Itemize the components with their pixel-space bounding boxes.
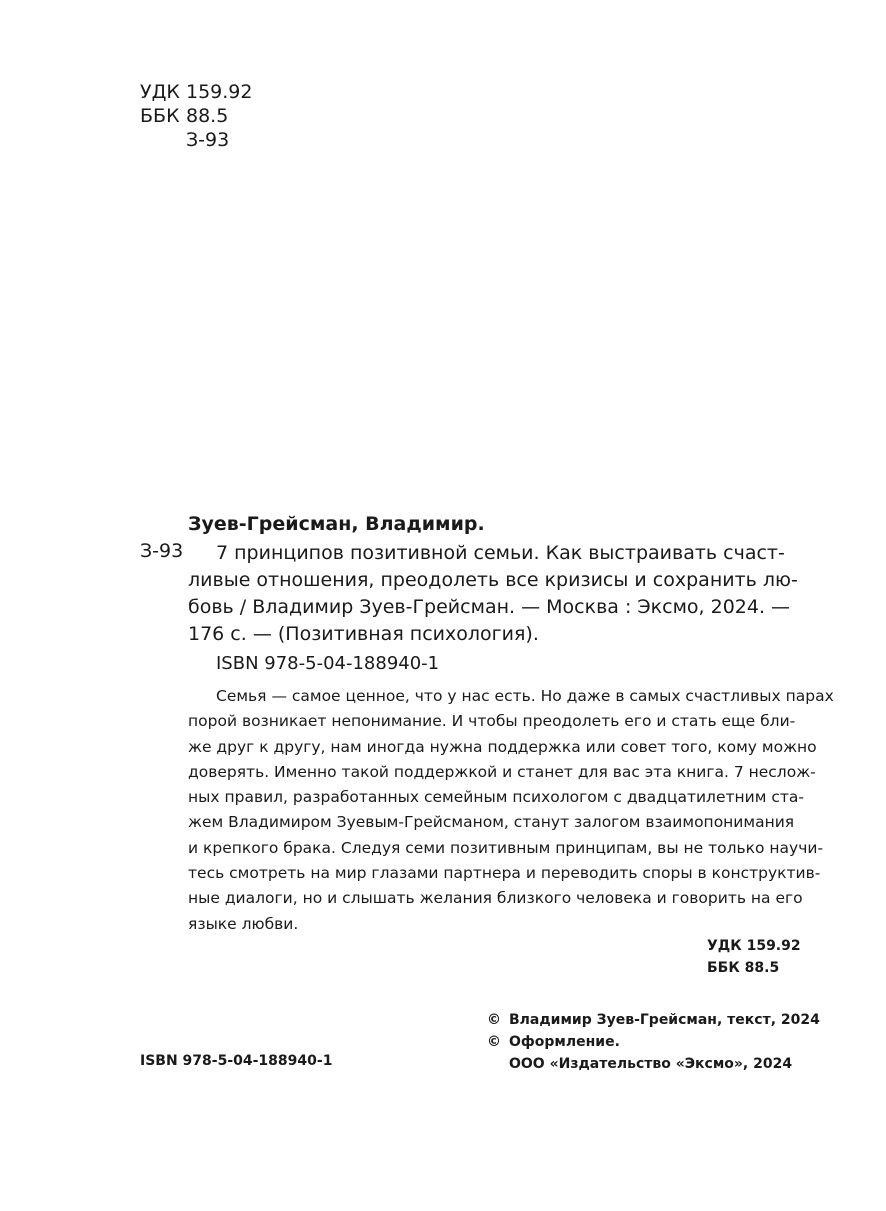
copyright-design-label: Оформление. [509,1034,620,1050]
bib-line: ливые отношения, преодолеть все кризисы и сохранить лю- [188,569,798,591]
bib-line: бовь / Владимир Зуев-Грейсман. — Москва : Эксмо, 2024. — [188,596,791,618]
copyright-row-design [487,1031,820,1053]
bib-line: 176 с. — (Позитивная психология). [188,623,539,645]
copyright-row-text [487,1009,820,1031]
annotation-line: ные диалоги, но и слышать желания близкого человека и говорить на его [188,889,803,908]
author-mark-top: З-93 [186,129,230,151]
bbk-value: 88.5 [186,105,229,127]
udk-value: 159.92 [186,81,253,103]
annotation-line: и крепкого брака. Следуя семи позитивным принципам, вы не только научи- [188,838,824,857]
udk-row [140,80,252,104]
copyright-block [487,1009,820,1075]
copyright-text-author: Владимир Зуев-Грейсман, текст, 2024 [509,1012,820,1028]
annotation-line: же друг к другу, нам иногда нужна поддержка или совет того, кому можно [188,737,817,756]
top-classification-codes [140,80,252,152]
annotation-line: языке любви. [188,914,299,933]
annotation [188,684,834,937]
bottom-classification-codes [707,935,801,979]
record-isbn: ISBN 978-5-04-188940-1 [216,653,440,674]
bbk-row [140,104,252,128]
annotation-line: Семья — самое ценное, что у нас есть. Но даже в самых счастливых парах [216,687,834,705]
record-author-mark: З-93 [140,540,184,562]
record-author: Зуев-Грейсман, Владимир. [188,513,485,535]
bibliographic-description [188,540,798,648]
annotation-line: порой возникает непонимание. И чтобы преодолеть его и стать еще бли- [188,712,796,731]
bottom-isbn: ISBN 978-5-04-188940-1 [140,1053,333,1069]
annotation-line: ных правил, разработанных семейным психологом с двадцатилетним ста- [188,788,804,807]
bottom-udk: УДК 159.92 [707,938,801,954]
copyright-symbol: © [487,1034,501,1050]
bottom-bbk: ББК 88.5 [707,960,780,976]
bib-line: 7 принципов позитивной семьи. Как выстраивать счаст- [216,542,785,564]
copyright-publisher: ООО «Издательство «Эксмо», 2024 [509,1056,793,1072]
annotation-line: жем Владимиром Зуевым-Грейсманом, станут залогом взаимопонимания [188,813,795,832]
copyright-symbol: © [487,1012,501,1028]
udk-label: УДК [140,81,180,103]
annotation-line: доверять. Именно такой поддержкой и станет для вас эта книга. 7 неслож- [188,762,816,781]
annotation-line: тесь смотреть на мир глазами партнера и переводить споры в конструктив- [188,864,821,883]
bbk-label: ББК [140,105,180,127]
